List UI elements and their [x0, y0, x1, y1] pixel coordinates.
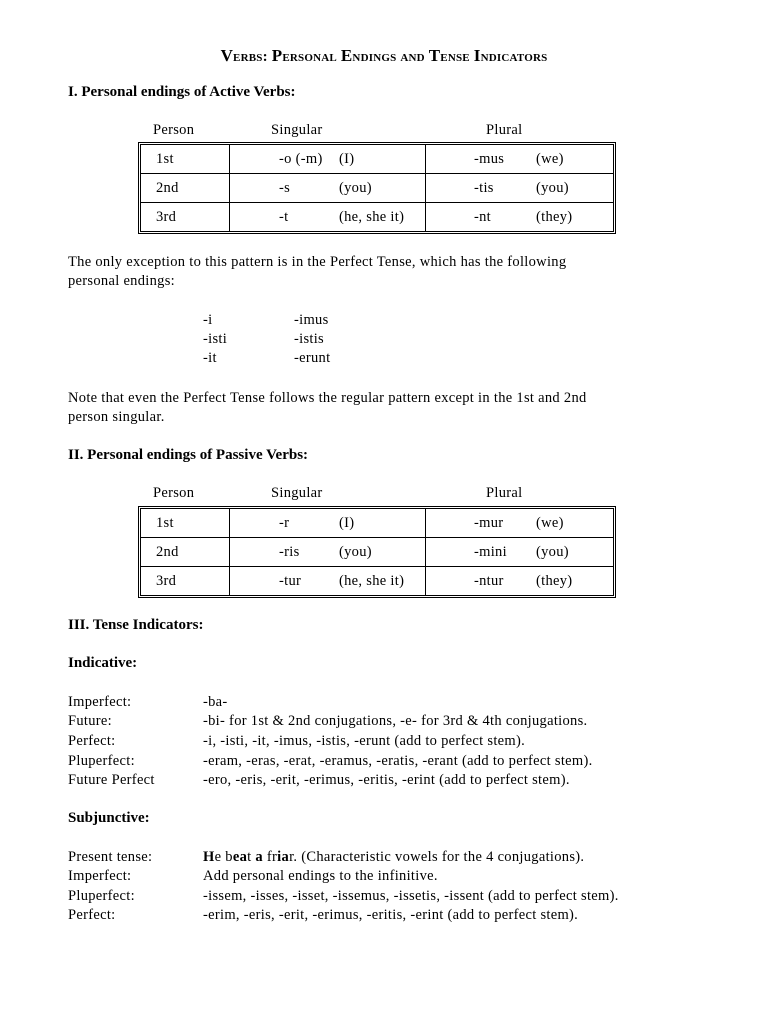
table-row — [141, 173, 613, 202]
plural-pronoun-cell: (you) — [536, 180, 569, 196]
singular-ending-cell: -s — [279, 180, 291, 196]
singular-pronoun-cell: (you) — [339, 180, 372, 196]
table-row — [141, 537, 613, 566]
table-row — [141, 566, 613, 595]
plural-pronoun-cell: (we) — [536, 151, 564, 167]
singular-pronoun-cell: (I) — [339, 151, 355, 167]
subjunctive-label: Imperfect: — [68, 868, 132, 884]
table-row — [141, 202, 613, 231]
subjunctive-value-present: He beat a friar. (Characteristic vowels for the 4 conjugations). — [203, 849, 585, 865]
subjunctive-value: -erim, -eris, -erit, -erimus, -eritis, -erint (add to perfect stem). — [203, 907, 579, 923]
header-plural: Plural — [486, 122, 523, 138]
singular-ending-cell: -r — [279, 515, 290, 531]
indicative-value: -ero, -eris, -erit, -erimus, -eritis, -erint (add to perfect stem). — [203, 772, 570, 788]
indicative-value: -i, -isti, -it, -imus, -istis, -erunt (add to perfect stem). — [203, 733, 526, 749]
singular-ending-cell: -o (-m) — [279, 151, 323, 167]
indicative-value: -bi- for 1st & 2nd conjugations, -e- for 3rd & 4th conjugations. — [203, 713, 588, 729]
singular-ending-cell: -ris — [279, 544, 300, 560]
indicative-label: Perfect: — [68, 733, 116, 749]
singular-pronoun-cell: (I) — [339, 515, 355, 531]
person-cell: 2nd — [156, 544, 179, 560]
plural-pronoun-cell: (they) — [536, 209, 573, 225]
subjunctive-label: Pluperfect: — [68, 888, 135, 904]
exception-text-line2: personal endings: — [68, 273, 175, 289]
perfect-ending-singular: -it — [203, 350, 217, 366]
subjunctive-label: Present tense: — [68, 849, 153, 865]
singular-pronoun-cell: (he, she it) — [339, 573, 405, 589]
header-singular: Singular — [271, 122, 323, 138]
passive-endings-table — [138, 506, 616, 598]
plural-ending-cell: -tis — [474, 180, 494, 196]
plural-pronoun-cell: (they) — [536, 573, 573, 589]
plural-pronoun-cell: (you) — [536, 544, 569, 560]
header-plural: Plural — [486, 485, 523, 501]
active-endings-table — [138, 142, 616, 234]
section-heading-passive: II. Personal endings of Passive Verbs: — [68, 447, 309, 463]
singular-pronoun-cell: (he, she it) — [339, 209, 405, 225]
person-cell: 1st — [156, 151, 174, 167]
plural-ending-cell: -mur — [474, 515, 504, 531]
exception-text-line1: The only exception to this pattern is in the Perfect Tense, which has the following — [68, 254, 567, 270]
plural-pronoun-cell: (we) — [536, 515, 564, 531]
header-singular: Singular — [271, 485, 323, 501]
plural-ending-cell: -nt — [474, 209, 492, 225]
singular-pronoun-cell: (you) — [339, 544, 372, 560]
indicative-value: -ba- — [203, 694, 228, 710]
section-heading-active: I. Personal endings of Active Verbs: — [68, 84, 296, 100]
note-text-line1: Note that even the Perfect Tense follows the regular pattern except in the 1st and 2nd — [68, 390, 587, 406]
perfect-ending-singular: -isti — [203, 331, 228, 347]
perfect-ending-singular: -i — [203, 312, 213, 328]
page-title: Verbs: Personal Endings and Tense Indicators — [220, 46, 548, 65]
person-cell: 3rd — [156, 209, 177, 225]
subjunctive-value: Add personal endings to the infinitive. — [203, 868, 438, 884]
person-cell: 1st — [156, 515, 174, 531]
header-person: Person — [153, 485, 195, 501]
subjunctive-heading: Subjunctive: — [68, 810, 150, 826]
indicative-label: Imperfect: — [68, 694, 132, 710]
plural-ending-cell: -mini — [474, 544, 507, 560]
header-person: Person — [153, 122, 195, 138]
indicative-label: Future: — [68, 713, 112, 729]
indicative-label: Pluperfect: — [68, 753, 135, 769]
indicative-value: -eram, -eras, -erat, -eramus, -eratis, -erant (add to perfect stem). — [203, 753, 593, 769]
indicative-label: Future Perfect — [68, 772, 155, 788]
perfect-ending-plural: -erunt — [294, 350, 331, 366]
singular-ending-cell: -tur — [279, 573, 302, 589]
subjunctive-label: Perfect: — [68, 907, 116, 923]
plural-ending-cell: -ntur — [474, 573, 504, 589]
table-row — [141, 145, 613, 173]
person-cell: 2nd — [156, 180, 179, 196]
note-text-line2: person singular. — [68, 409, 165, 425]
perfect-ending-plural: -istis — [294, 331, 324, 347]
singular-ending-cell: -t — [279, 209, 289, 225]
section-heading-tense-indicators: III. Tense Indicators: — [68, 617, 204, 633]
indicative-heading: Indicative: — [68, 655, 138, 671]
table-row — [141, 509, 613, 537]
subjunctive-value: -issem, -isses, -isset, -issemus, -issetis, -issent (add to perfect stem). — [203, 888, 619, 904]
person-cell: 3rd — [156, 573, 177, 589]
plural-ending-cell: -mus — [474, 151, 505, 167]
perfect-ending-plural: -imus — [294, 312, 329, 328]
